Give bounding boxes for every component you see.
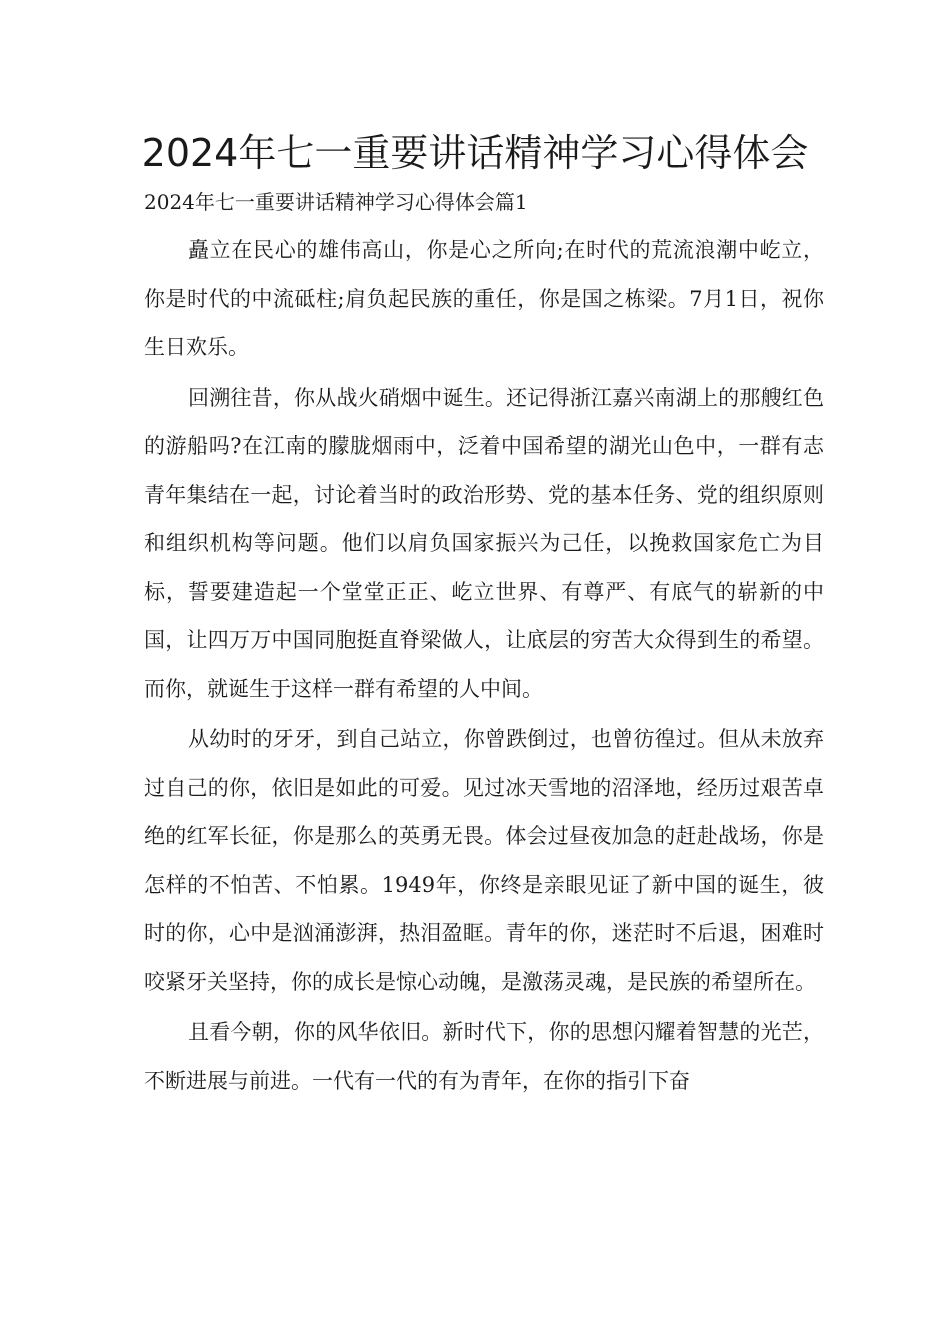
paragraph-2: 回溯往昔，你从战火硝烟中诞生。还记得浙江嘉兴南湖上的那艘红色的游船吗?在江南的朦胧烟雨中，泛着中国希望的湖光山色中，一群有志青年集结在一起，讨论着当时的政治形势、党的基本任务、党的组织原则和组织机构等问题。他们以肩负国家振兴为己任，以挽救国家危亡为目标，誓要建造起一个堂堂正正、屹立世界、有尊严、有底气的崭新的中国，让四万万中国同胞挺直脊梁做人，让底层的穷苦大众得到生的希望。而你，就诞生于这样一群有希望的人中间。 [144, 385, 824, 701]
document-title: 2024年七一重要讲话精神学习心得体会 [141, 131, 809, 175]
paragraph-4: 且看今朝，你的风华依旧。新时代下，你的思想闪耀着智慧的光芒，不断进展与前进。一代有一代的有为青年，在你的指引下奋 [144, 1020, 824, 1093]
document-body [144, 226, 824, 1107]
paragraph-3: 从幼时的牙牙，到自己站立，你曾跌倒过，也曾彷徨过。但从未放弃过自己的你，依旧是如此的可爱。见过冰天雪地的沼泽地，经历过艰苦卓绝的红军长征，你是那么的英勇无畏。体会过昼夜加急的赶赴战场，你是怎样的不怕苦、不怕累。1949年，你终是亲眼见证了新中国的诞生，彼时的你，心中是汹涌澎湃，热泪盈眶。青年的你，迷茫时不后退，困难时咬紧牙关坚持，你的成长是惊心动魄，是激荡灵魂，是民族的希望所在。 [144, 727, 824, 994]
document-subtitle: 2024年七一重要讲话精神学习心得体会篇1 [144, 190, 528, 214]
paragraph-1: 矗立在民心的雄伟高山，你是心之所向;在时代的荒流浪潮中屹立，你是时代的中流砥柱;肩负起民族的重任，你是国之栋梁。7月1日，祝你生日欢乐。 [144, 238, 824, 359]
